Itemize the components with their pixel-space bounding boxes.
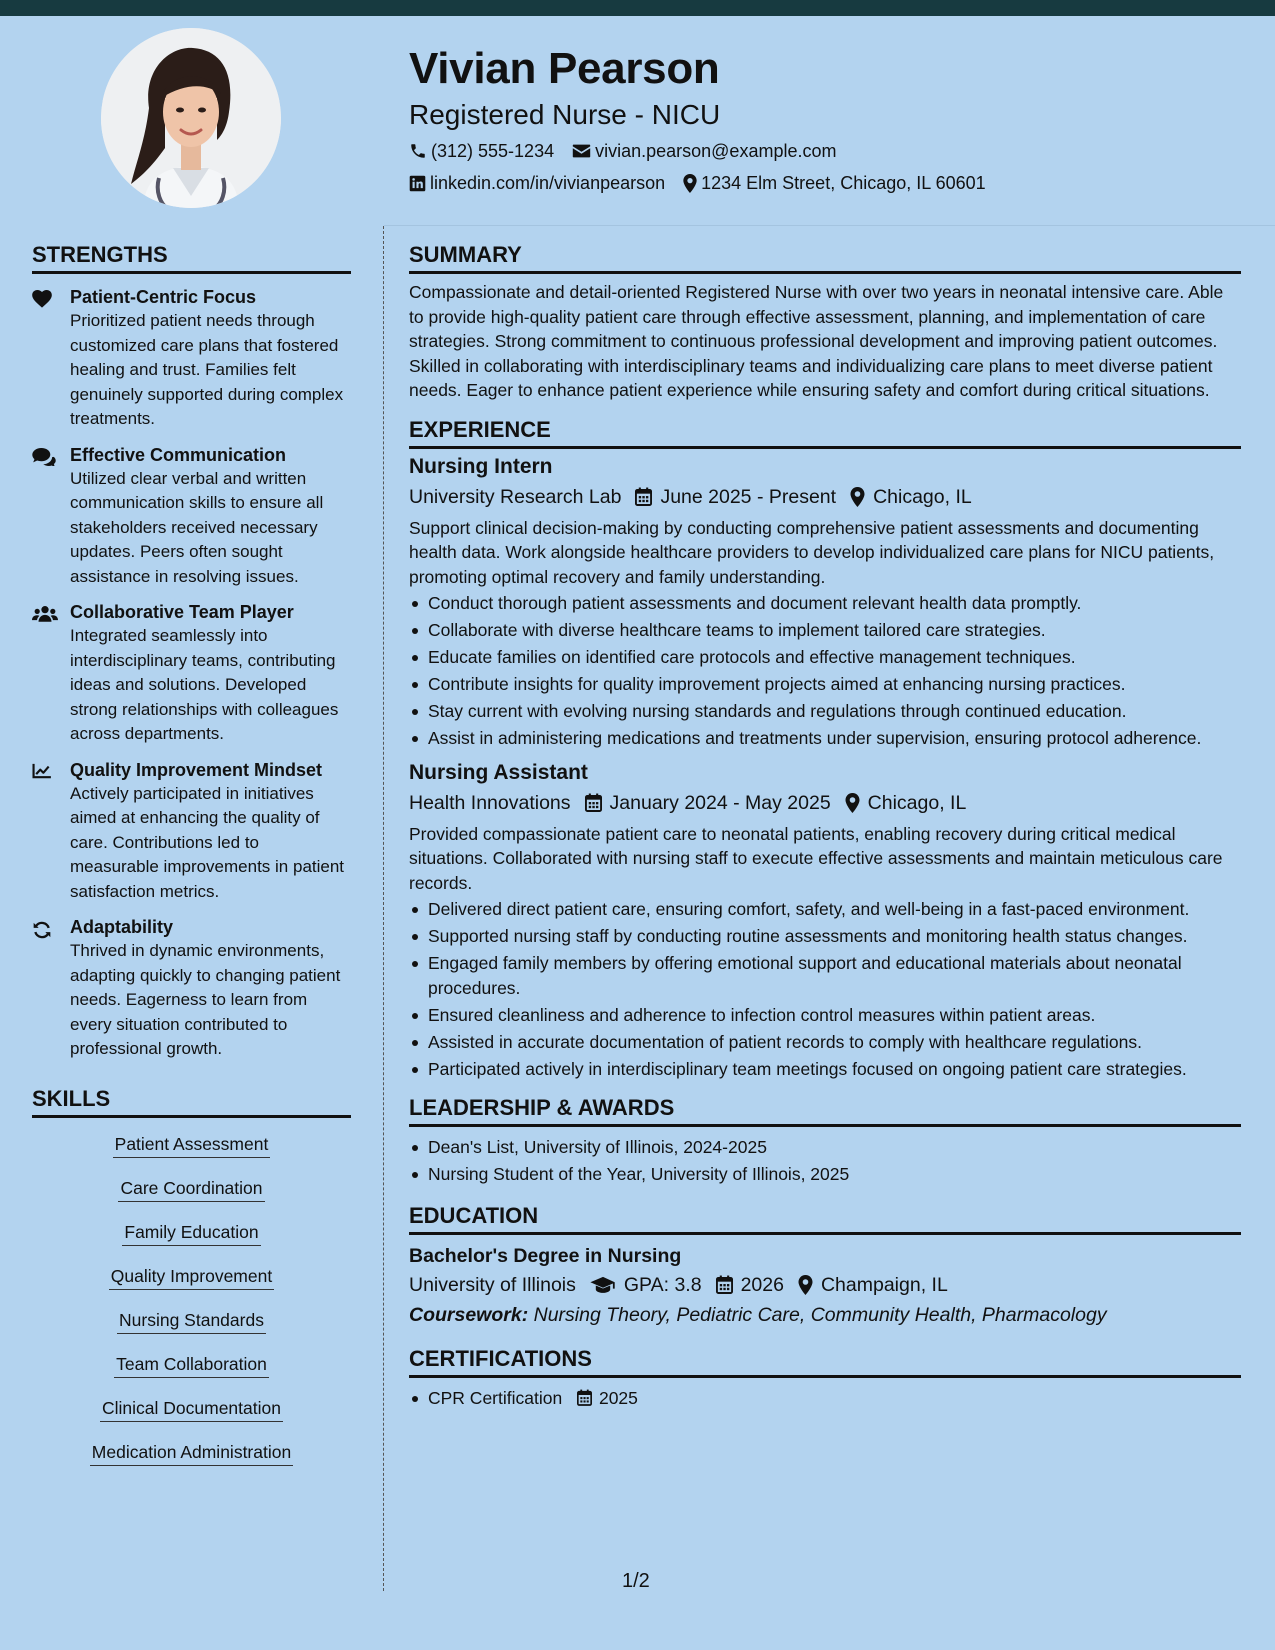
left-column — [32, 240, 351, 1466]
certification-item — [409, 1386, 1241, 1411]
map-marker-icon — [683, 174, 697, 193]
job-bullets — [409, 897, 1241, 1081]
job-org: University Research Lab — [409, 485, 622, 508]
job-bullet: Engaged family members by offering emotional support and educational materials about neonatal procedures. — [409, 951, 1241, 1000]
job-meta — [409, 481, 1241, 513]
strength-title: Patient-Centric Focus — [70, 287, 257, 307]
linkedin-text: linkedin.com/in/vivianpearson — [430, 173, 666, 193]
job-bullet: Assisted in accurate documentation of patient records to comply with healthcare regulations. — [409, 1030, 1241, 1055]
skills-list — [32, 1132, 351, 1466]
strength-item — [32, 443, 351, 590]
comments-icon — [32, 448, 56, 466]
year-text: 2026 — [740, 1273, 784, 1296]
heart-icon — [32, 290, 52, 308]
award-item: Dean's List, University of Illinois, 2024-2025 — [409, 1135, 1241, 1160]
strength-title: Adaptability — [70, 917, 174, 937]
skill-item: Team Collaboration — [114, 1352, 269, 1378]
school-name: University of Illinois — [409, 1273, 576, 1296]
skill-item: Patient Assessment — [113, 1132, 271, 1158]
skill-item: Care Coordination — [118, 1176, 264, 1202]
certification-name: CPR Certification — [428, 1387, 563, 1408]
job-title: Nursing Intern — [409, 454, 553, 478]
job-location-text: Chicago, IL — [867, 791, 967, 814]
education-entry — [409, 1242, 1241, 1330]
email-text: vivian.pearson@example.com — [595, 141, 837, 161]
degree-title: Bachelor's Degree in Nursing — [409, 1244, 682, 1267]
phone-text: (312) 555-1234 — [431, 141, 555, 161]
phone-icon — [409, 142, 427, 160]
job-dates — [635, 481, 836, 513]
users-icon — [32, 605, 58, 623]
summary-heading: SUMMARY — [409, 240, 1241, 274]
job-dates — [585, 787, 831, 819]
education-location — [798, 1270, 948, 1300]
strength-desc: Thrived in dynamic environments, adapting quickly to changing patient needs. Eagerness to learn from every situation contributed to professional growth. — [70, 941, 341, 1058]
strength-item — [32, 600, 351, 747]
candidate-title: Registered Nurse - NICU — [409, 99, 721, 130]
skill-item: Family Education — [122, 1220, 260, 1246]
job-description: Provided compassionate patient care to neonatal patients, enabling recovery during critical medical situations. Collaborated with nursing staff to execute effective assessments and maintain meticulous care records. — [409, 823, 1223, 893]
certifications-list — [409, 1386, 1241, 1411]
job-bullet: Educate families on identified care protocols and effective management techniques. — [409, 645, 1241, 670]
skill-item: Quality Improvement — [109, 1264, 274, 1290]
experience-heading: EXPERIENCE — [409, 415, 1241, 449]
strengths-heading: STRENGTHS — [32, 240, 351, 274]
calendar-icon — [635, 487, 652, 506]
chart-line-icon — [32, 763, 52, 779]
job-bullet: Ensured cleanliness and adherence to infection control measures within patient areas. — [409, 1003, 1241, 1028]
calendar-icon — [577, 1389, 592, 1406]
header-divider — [384, 225, 1275, 226]
map-marker-icon — [850, 487, 865, 507]
strength-desc: Prioritized patient needs through customized care plans that fostered healing and trust. Families felt genuinely supported during complex treatments. — [70, 311, 344, 428]
sync-icon — [32, 920, 52, 940]
strength-desc: Utilized clear verbal and written communication skills to ensure all stakeholders received necessary updates. Peers often sought assistance in resolving issues. — [70, 468, 324, 586]
coursework — [409, 1300, 1241, 1330]
summary-text: Compassionate and detail-oriented Registered Nurse with over two years in neonatal intensive care. Able to provide high-quality patient care through effective assessment, planning, and implementation of care strategies. Strong commitment to continuous professional development and improving patient outcomes. Skilled in collaborating with interdisciplinary teams and individualizing care plans to meet diverse patient needs. Eager to enhance patient experience while ensuring safety and comfort during critical situations. — [409, 282, 1224, 400]
job-location — [845, 787, 967, 819]
education-meta — [409, 1270, 1241, 1300]
strength-desc: Actively participated in initiatives aimed at enhancing the quality of care. Contributions led to measurable improvements in patient satisfaction metrics. — [70, 783, 345, 901]
page-number: 1/2 — [622, 1570, 650, 1592]
job-title: Nursing Assistant — [409, 760, 588, 784]
coursework-text: Nursing Theory, Pediatric Care, Community Health, Pharmacology — [533, 1303, 1107, 1326]
envelope-icon — [572, 143, 591, 159]
job-bullet: Contribute insights for quality improvement projects aimed at enhancing nursing practices. — [409, 672, 1241, 697]
job-entry — [409, 759, 1241, 1082]
job-bullet: Stay current with evolving nursing standards and regulations through continued education. — [409, 699, 1241, 724]
profile-photo — [101, 28, 281, 208]
education-year — [716, 1270, 784, 1300]
job-entry — [409, 453, 1241, 751]
skill-item: Medication Administration — [90, 1440, 293, 1466]
job-bullet: Supported nursing staff by conducting routine assessments and monitoring health status changes. — [409, 924, 1241, 949]
job-bullet: Conduct thorough patient assessments and document relevant health data promptly. — [409, 591, 1241, 616]
email-contact — [572, 135, 836, 167]
education-heading: EDUCATION — [409, 1201, 1241, 1235]
linkedin-contact — [409, 167, 665, 199]
education-gpa — [590, 1270, 702, 1300]
job-bullet: Collaborate with diverse healthcare teams to implement tailored care strategies. — [409, 618, 1241, 643]
skill-item: Clinical Documentation — [100, 1396, 283, 1422]
map-marker-icon — [845, 793, 860, 813]
job-description: Support clinical decision-making by conducting comprehensive patient assessments and documenting health data. Work alongside healthcare providers to develop individualized care plans for NICU patients, promoting optimal recovery and family understanding. — [409, 517, 1215, 587]
address-contact — [683, 167, 986, 199]
certifications-heading: CERTIFICATIONS — [409, 1344, 1241, 1378]
job-bullet: Delivered direct patient care, ensuring comfort, safety, and well-being in a fast-paced environment. — [409, 897, 1241, 922]
phone-contact — [409, 135, 554, 167]
leadership-heading: LEADERSHIP & AWARDS — [409, 1093, 1241, 1127]
linkedin-icon — [409, 175, 426, 192]
job-dates-text: January 2024 - May 2025 — [609, 791, 831, 814]
education-location-text: Champaign, IL — [820, 1273, 948, 1296]
strength-item — [32, 758, 351, 905]
job-org: Health Innovations — [409, 791, 571, 814]
job-bullets — [409, 591, 1241, 751]
award-item: Nursing Student of the Year, University of Illinois, 2025 — [409, 1162, 1241, 1187]
skills-heading: SKILLS — [32, 1084, 351, 1118]
strengths-list — [32, 285, 351, 1062]
certification-year: 2025 — [598, 1387, 638, 1408]
leadership-list — [409, 1135, 1241, 1187]
gpa-text: GPA: 3.8 — [623, 1273, 702, 1296]
graduation-cap-icon — [590, 1276, 616, 1294]
resume-header — [409, 40, 1249, 199]
right-column — [409, 240, 1241, 1413]
address-text: 1234 Elm Street, Chicago, IL 60601 — [701, 173, 986, 193]
strength-title: Collaborative Team Player — [70, 602, 294, 622]
job-bullet: Participated actively in interdisciplinary team meetings focused on ongoing patient care strategies. — [409, 1057, 1241, 1082]
job-dates-text: June 2025 - Present — [660, 485, 837, 508]
coursework-label: Coursework: — [409, 1303, 529, 1326]
job-location-text: Chicago, IL — [873, 485, 972, 508]
strength-title: Quality Improvement Mindset — [70, 759, 323, 780]
job-meta — [409, 787, 1241, 819]
job-location — [850, 481, 972, 513]
strength-item — [32, 285, 351, 432]
contact-row-2 — [409, 167, 1249, 199]
contact-row-1 — [409, 135, 1249, 167]
strength-item — [32, 915, 351, 1062]
job-bullet: Assist in administering medications and treatments under supervision, ensuring protocol adherence. — [409, 726, 1241, 751]
calendar-icon — [716, 1275, 733, 1294]
skill-item: Nursing Standards — [117, 1308, 266, 1334]
strength-desc: Integrated seamlessly into interdisciplinary teams, contributing ideas and solutions. Developed strong relationships with colleagues across departments. — [70, 626, 339, 743]
column-divider — [383, 226, 384, 1591]
map-marker-icon — [798, 1275, 813, 1295]
top-bar — [0, 0, 1275, 16]
strength-title: Effective Communication — [70, 444, 287, 465]
calendar-icon — [585, 793, 602, 812]
candidate-name: Vivian Pearson — [409, 44, 720, 93]
